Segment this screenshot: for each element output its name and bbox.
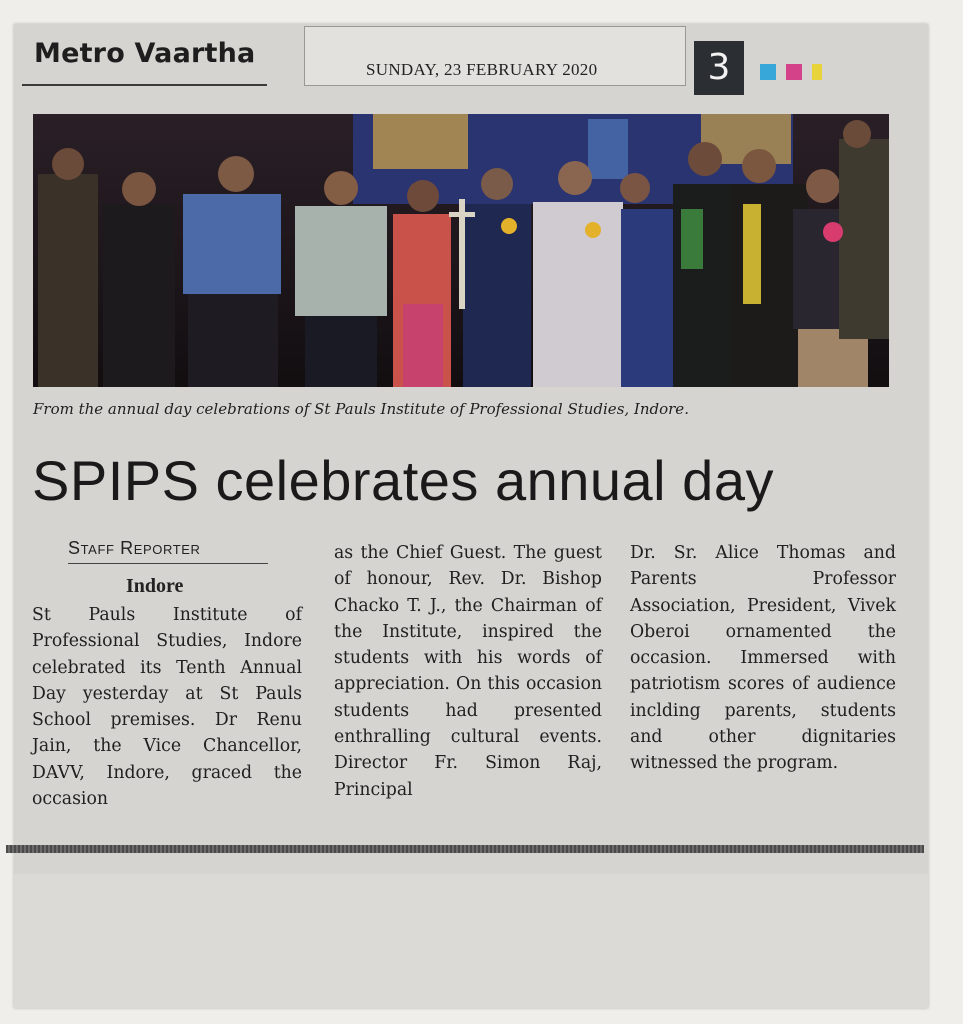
article-column-2 xyxy=(334,540,602,803)
event-photo-illustration xyxy=(33,114,889,387)
article-dateline: Indore xyxy=(126,575,184,597)
color-swatch-cyan xyxy=(760,64,776,80)
clipping-blank-area xyxy=(14,874,928,1008)
article-column-1-text: St Pauls Institute of Professional Studies, Indore celebrated its Tenth Annual Day yesterday at St Pauls School premises. Dr Renu Jain, the Vice Chancellor, DAVV, Indore, graced the occasion xyxy=(32,605,302,810)
article-column-2-text: as the Chief Guest. The guest of honour, Rev. Dr. Bishop Chacko T. J., the Chairman of the Institute, inspired the students with his words of appreciation. On this occasion students had presented enthralling cultural events. Director Fr. Simon Raj, Principal xyxy=(334,543,602,800)
article-headline: SPIPS celebrates annual day xyxy=(32,449,774,512)
bottom-rule xyxy=(6,845,924,853)
event-photo xyxy=(33,114,889,387)
photo-caption: From the annual day celebrations of St Pauls Institute of Professional Studies, Indore. xyxy=(33,400,689,418)
article-byline: Staff Reporter xyxy=(68,538,201,558)
byline-rule xyxy=(68,563,268,564)
color-swatch-yellow xyxy=(812,64,822,80)
newspaper-masthead: Metro Vaartha xyxy=(34,38,256,69)
article-column-3-text: Dr. Sr. Alice Thomas and Parents Professor Association, President, Vivek Oberoi ornamented the occasion. Immersed with patriotism scores of audience inclding parents, students and other dignitaries witnessed the program. xyxy=(630,543,896,774)
issue-date: SUNDAY, 23 FEBRUARY 2020 xyxy=(366,60,598,79)
masthead-rule xyxy=(22,84,267,86)
article-column-1 xyxy=(32,602,302,812)
color-swatch-magenta xyxy=(786,64,802,80)
page-number: 3 xyxy=(694,41,744,95)
article-column-3 xyxy=(630,540,896,777)
